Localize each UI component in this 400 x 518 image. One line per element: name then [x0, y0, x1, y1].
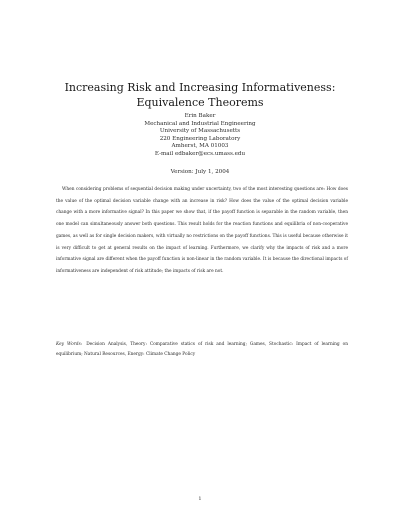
author-city: Amherst, MA 01003 — [171, 143, 229, 150]
author-name: Erin Baker — [184, 113, 216, 119]
author-institution: University of Massachusetts — [159, 128, 241, 135]
author-block — [90, 113, 310, 159]
page-number: 1 — [198, 496, 202, 502]
author-department: Mechanical and Industrial Engineering — [144, 120, 256, 127]
abstract-paragraph: When considering problems of sequential decision making under uncertainty, two of the most interesting questions are: How does the value of the optimal decision variable change with an increase in risk? How does the value of the optimal decision variable change with a more informative signal? In this paper we show that, if the payoff function is separable in the random variable, then one model can simultaneously answer both questions. This result holds for the reaction functions and equilibria of non-cooperative games, as well as for single decision makers, with virtually no restrictions on the payoff functions. This is useful because otherwise it is very difficult to get at general results on the impact of learning. Furthermore, we clarify why the impacts of risk and a more informative signal are different when the payoff function is non-linear in the random variable. It is because the directional impacts of informativeness are independent of risk attitude; the impacts of risk are not. — [56, 187, 348, 274]
keywords-text: Decision Analysis, Theory: Comparative statics of risk and learning; Games, Stochastic: Impact of learning on equilibrium; Natural Resources, Energy: Climate Change Policy — [56, 342, 348, 357]
keywords-paragraph — [56, 340, 348, 360]
version-date: Version: July 1, 2004 — [170, 169, 230, 175]
keywords-label: Key Words: — [56, 342, 83, 347]
author-email: E-mail edbaker@ecs.umass.edu — [154, 150, 246, 157]
paper-title: Increasing Risk and Increasing Informativeness: Equivalence Theorems — [64, 81, 336, 109]
author-address: 220 Engineering Laboratory — [159, 135, 241, 142]
